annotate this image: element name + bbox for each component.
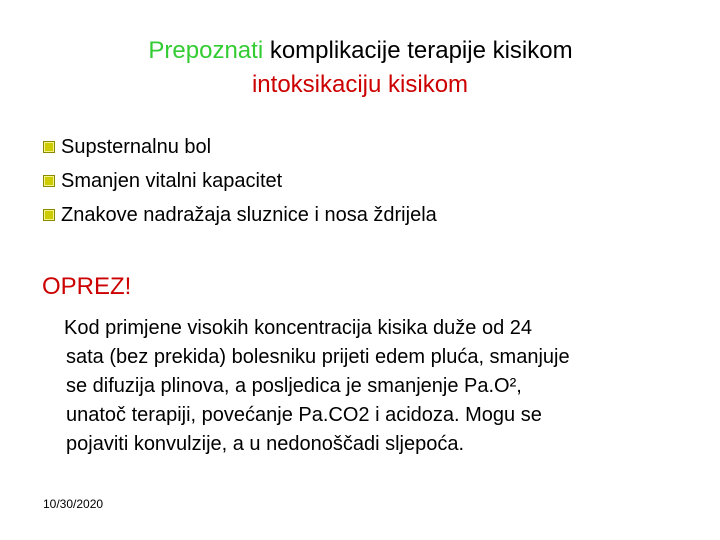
title-line-1-rest: komplikacije terapije kisikom (269, 37, 573, 64)
slide-title (0, 34, 720, 102)
warning-heading: OPREZ! (42, 273, 132, 300)
warning-line: se difuzija plinova, a posljedica je smanjenje Pa.O², (66, 375, 522, 397)
bullet-item (43, 164, 437, 198)
bullet-text: Znakove nadražaja sluznice i nosa ždrijela (61, 204, 437, 226)
checkbox-bullet-icon (43, 141, 55, 153)
bullet-item (43, 130, 437, 164)
bullet-text: Smanjen vitalni kapacitet (61, 170, 283, 192)
title-line-1 (0, 34, 720, 68)
title-line-2: intoksikaciju kisikom (251, 71, 469, 98)
warning-line: Kod primjene visokih koncentracija kisika duže od 24 (64, 317, 533, 339)
bullet-text: Supsternalnu bol (61, 136, 212, 158)
title-accent-word: Prepoznati (148, 37, 264, 64)
checkbox-bullet-icon (43, 175, 55, 187)
warning-line: sata (bez prekida) bolesniku prijeti edem pluća, smanjuje (66, 346, 570, 368)
warning-line: unatoč terapiji, povećanje Pa.CO2 i acidoza. Mogu se (66, 404, 542, 426)
warning-paragraph (64, 314, 708, 459)
checkbox-bullet-icon (43, 209, 55, 221)
bullet-list (43, 130, 437, 232)
slide-date: 10/30/2020 (43, 497, 104, 511)
bullet-item (43, 198, 437, 232)
warning-line: pojaviti konvulzije, a u nedonoščadi sljepoća. (66, 433, 465, 455)
